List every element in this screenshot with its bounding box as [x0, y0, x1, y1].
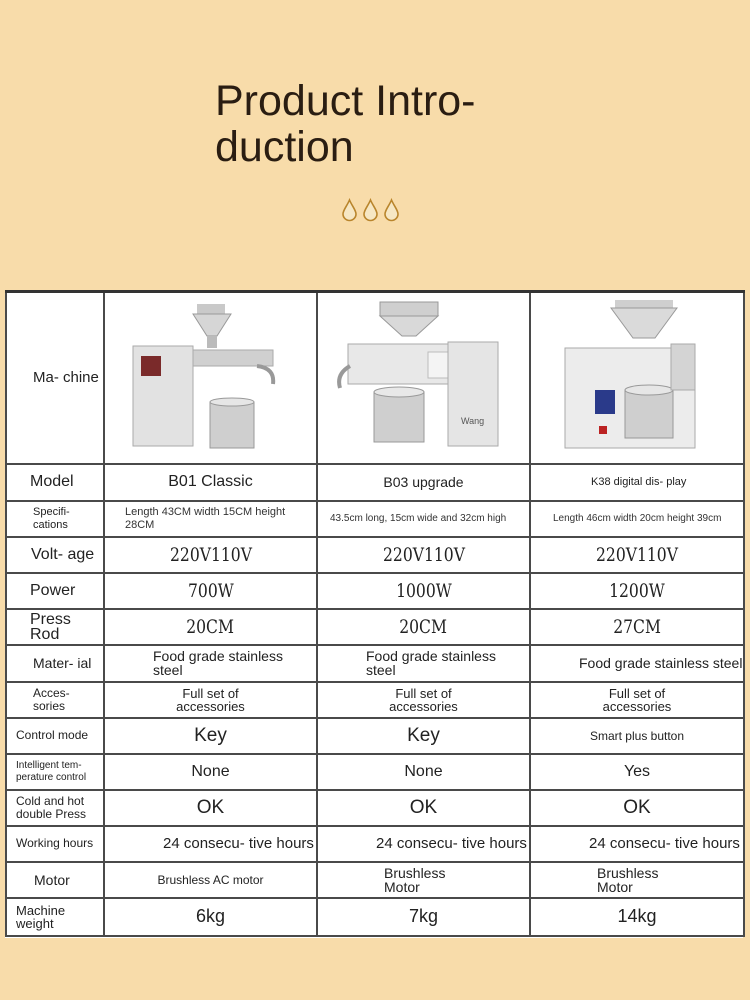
row-label-motor: Motor	[6, 862, 104, 898]
comparison-table	[5, 290, 743, 938]
machine-image-b03	[317, 292, 530, 464]
control-b01: Key	[104, 718, 317, 754]
weight-b01: 6kg	[104, 898, 317, 936]
motor-b03: Brushless Motor	[317, 862, 530, 898]
row-label-material: Mater- ial	[6, 645, 104, 682]
oil-drop-icon	[362, 198, 379, 223]
temp-b03: None	[317, 754, 530, 790]
voltage-b01: 220V110V	[104, 537, 317, 573]
table-row	[6, 718, 744, 754]
table-row	[6, 501, 744, 537]
power-b01: 700W	[104, 573, 317, 609]
table-row	[6, 790, 744, 826]
weight-b03: 7kg	[317, 898, 530, 936]
table-row	[6, 537, 744, 573]
table-row	[6, 862, 744, 898]
row-label-machine: Ma- chine	[6, 292, 104, 464]
table-row	[6, 464, 744, 501]
model-b03: B03 upgrade	[317, 464, 530, 501]
machine-image-b01	[104, 292, 317, 464]
row-label-power: Power	[6, 573, 104, 609]
voltage-b03: 220V110V	[317, 537, 530, 573]
press-rod-k38: 27CM	[530, 609, 744, 645]
table-row	[6, 573, 744, 609]
row-label-control-mode: Control mode	[6, 718, 104, 754]
table-row	[6, 826, 744, 862]
table-row	[6, 645, 744, 682]
press-b01: OK	[104, 790, 317, 826]
model-k38: K38 digital dis- play	[530, 464, 744, 501]
row-label-accessories: Acces- sories	[6, 682, 104, 718]
material-k38: Food grade stainless steel	[530, 645, 744, 682]
machine-image-k38	[530, 292, 744, 464]
hours-k38: 24 consecu- tive hours	[530, 826, 744, 862]
oil-drop-icon	[341, 198, 358, 223]
row-label-voltage: Volt- age	[6, 537, 104, 573]
hours-b03: 24 consecu- tive hours	[317, 826, 530, 862]
motor-b01: Brushless AC motor	[104, 862, 317, 898]
decorative-drops	[341, 198, 400, 223]
machine-image-row	[6, 292, 744, 464]
accessories-b01: Full set of accessories	[104, 682, 317, 718]
power-k38: 1200W	[530, 573, 744, 609]
temp-b01: None	[104, 754, 317, 790]
press-rod-b03: 20CM	[317, 609, 530, 645]
press-k38: OK	[530, 790, 744, 826]
spec-b01: Length 43CM width 15CM height 28CM	[104, 501, 317, 537]
oil-drop-icon	[383, 198, 400, 223]
row-label-press-rod: Press Rod	[6, 609, 104, 645]
row-label-working-hours: Working hours	[6, 826, 104, 862]
row-label-machine-weight: Machine weight	[6, 898, 104, 936]
row-label-specifications: Specifi- cations	[6, 501, 104, 537]
model-b01: B01 Classic	[104, 464, 317, 501]
press-rod-b01: 20CM	[104, 609, 317, 645]
material-b03: Food grade stainless steel	[317, 645, 530, 682]
spec-k38: Length 46cm width 20cm height 39cm	[530, 501, 744, 537]
voltage-k38: 220V110V	[530, 537, 744, 573]
table-row	[6, 754, 744, 790]
weight-k38: 14kg	[530, 898, 744, 936]
temp-k38: Yes	[530, 754, 744, 790]
table-row	[6, 609, 744, 645]
image-watermark: Wang	[461, 415, 485, 426]
press-b03: OK	[317, 790, 530, 826]
accessories-k38: Full set of accessories	[530, 682, 744, 718]
row-label-cold-hot-press: Cold and hot double Press	[6, 790, 104, 826]
control-k38: Smart plus button	[530, 718, 744, 754]
spec-b03: 43.5cm long, 15cm wide and 32cm high	[317, 501, 530, 537]
table-row	[6, 682, 744, 718]
hours-b01: 24 consecu- tive hours	[104, 826, 317, 862]
control-b03: Key	[317, 718, 530, 754]
material-b01: Food grade stainless steel	[104, 645, 317, 682]
power-b03: 1000W	[317, 573, 530, 609]
accessories-b03: Full set of accessories	[317, 682, 530, 718]
table-row	[6, 898, 744, 936]
motor-k38: Brushless Motor	[530, 862, 744, 898]
row-label-temperature-control: Intelligent tem- perature control	[6, 754, 104, 790]
page-title: Product Intro- duction	[215, 77, 476, 171]
row-label-model: Model	[6, 464, 104, 501]
